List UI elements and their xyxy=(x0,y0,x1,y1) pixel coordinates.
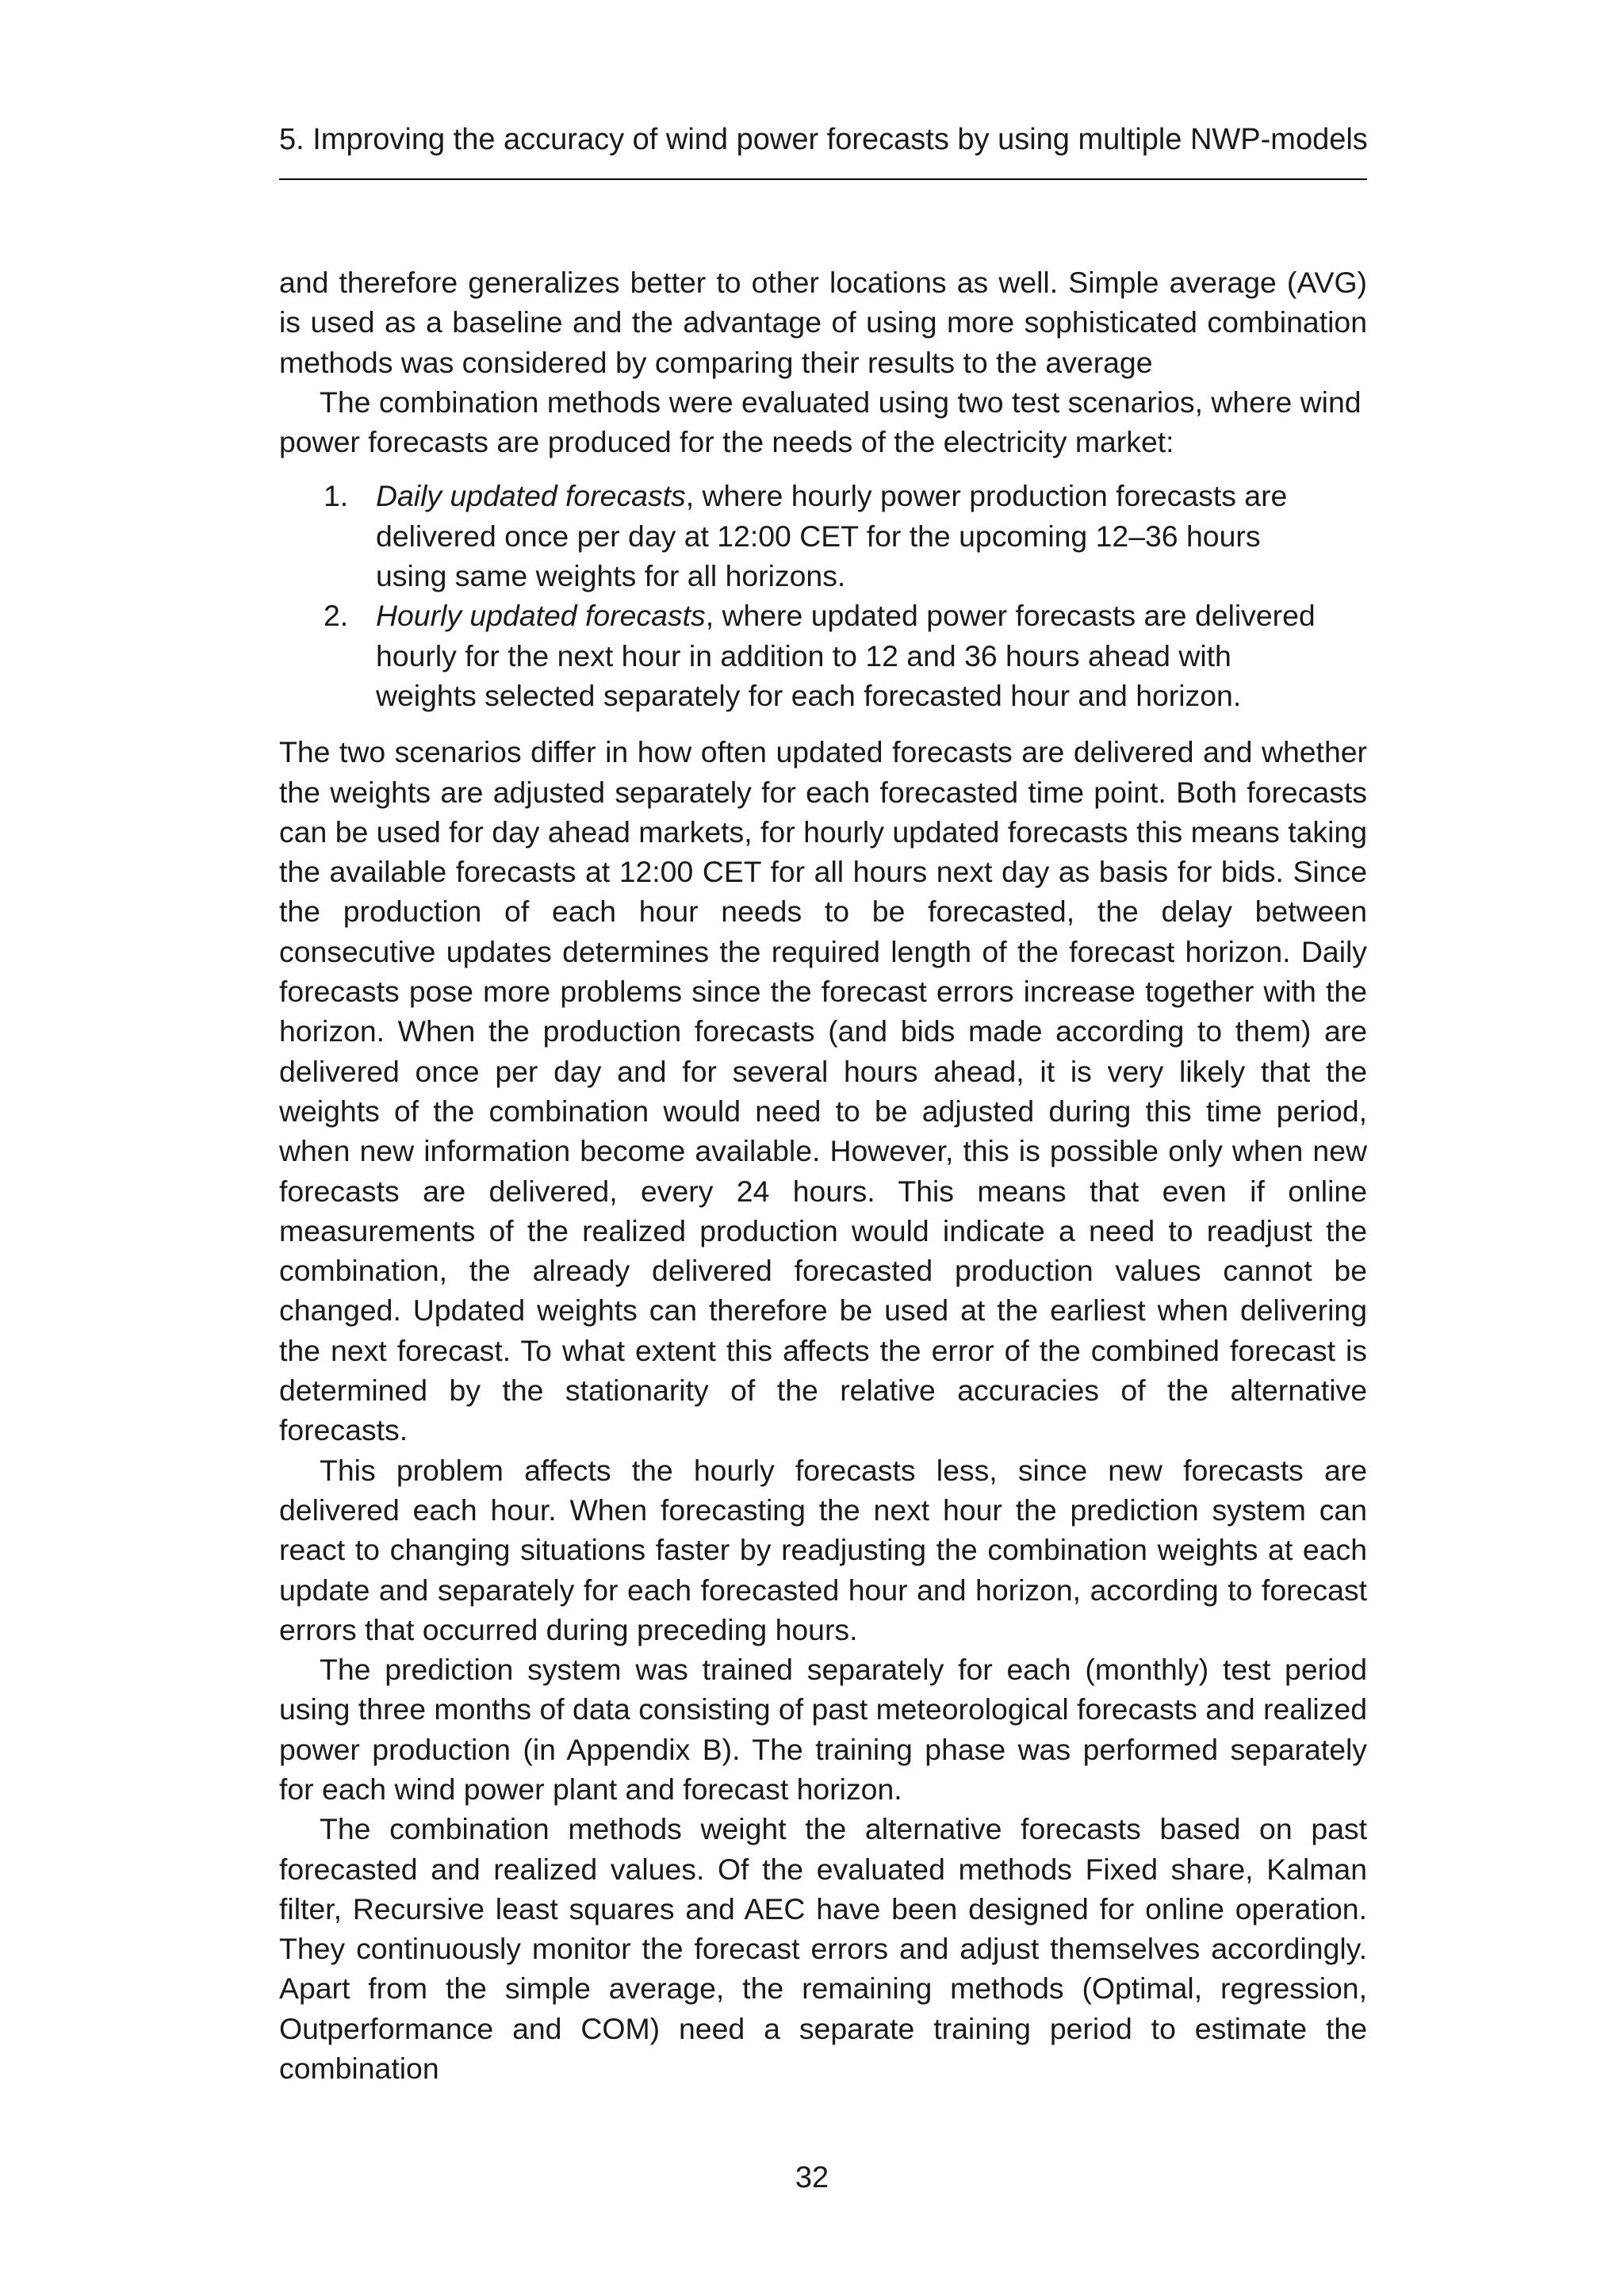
list-number: 1. xyxy=(324,479,349,513)
scenario-term: Hourly updated forecasts xyxy=(376,599,706,633)
paragraph-scenario-comparison: The two scenarios differ in how often updated forecasts are delivered and whether the weights are adjusted separately for each forecasted time point. Both forecasts can be used for day ahead markets, for hourly updated forecasts this means taking the available forecasts at 12:00 CET for all hours next day as basis for bids. Since the production of each hour needs to be forecasted, the delay between consecutive updates determines the required length of the forecast horizon. Daily forecasts pose more problems since the forecast errors increase together with the horizon. When the production forecasts (and bids made according to them) are delivered once per day and for several hours ahead, it is very likely that the weights of the combination would need to be adjusted during this time period, when new information become available. However, this is possible only when new forecasts are delivered, every 24 hours. This means that even if online measurements of the realized production would indicate a need to readjust the combination, the already delivered forecasted production values cannot be changed. Updated weights can therefore be used at the earliest when delivering the next forecast. To what extent this affects the error of the combined forecast is determined by the stationarity of the relative accuracies of the alternative forecasts. xyxy=(279,735,1367,1447)
scenario-item-daily xyxy=(279,476,1367,596)
scenario-term: Daily updated forecasts xyxy=(376,479,686,513)
page-body xyxy=(279,262,1367,2088)
scenario-item-hourly xyxy=(279,596,1367,715)
scenario-description: , where updated power forecasts are delivered hourly for the next hour in addition to 12 and 36 hours ahead with weights selected separately for each forecasted hour and horizon. xyxy=(376,599,1316,712)
scenario-description: , where hourly power production forecasts are delivered once per day at 12:00 CET for the upcoming 12–36 hours using same weights for all horizons. xyxy=(376,479,1288,593)
scenario-list xyxy=(279,476,1367,715)
paragraph-training: The prediction system was trained separately for each (monthly) test period using three months of data consisting of past meteorological forecasts and realized power production (in Appendix B). The training phase was performed separately for each wind power plant and forecast horizon. xyxy=(279,1653,1367,1806)
paragraph-combination-methods: The combination methods weight the alternative forecasts based on past forecasted and realized values. Of the evaluated methods Fixed share, Kalman filter, Recursive least squares and AEC have been designed for online operation. They continuously monitor the forecast errors and adjust themselves accordingly. Apart from the simple average, the remaining methods (Optimal, regression, Outperformance and COM) need a separate training period to estimate the combination xyxy=(279,1812,1367,2086)
header-rule xyxy=(279,178,1367,180)
list-number: 2. xyxy=(324,599,349,633)
paragraph-hourly-forecasts: This problem affects the hourly forecasts less, since new forecasts are delivered each hour. When forecasting the next hour the prediction system can react to changing situations faster by readjusting the combination weights at each update and separately for each forecasted hour and horizon, according to forecast errors that occurred during preceding hours. xyxy=(279,1453,1367,1646)
running-header: 5. Improving the accuracy of wind power forecasts by using multiple NWP-models xyxy=(279,123,1368,156)
page-number: 32 xyxy=(795,2161,829,2194)
paragraph-continuation: and therefore generalizes better to other locations as well. Simple average (AVG) is used as a baseline and the advantage of using more sophisticated combination methods was considered by comparing their results to the average xyxy=(279,266,1367,379)
paragraph-scenarios-intro: The combination methods were evaluated using two test scenarios, where wind power forecasts are produced for the needs of the electricity market: xyxy=(279,385,1362,459)
